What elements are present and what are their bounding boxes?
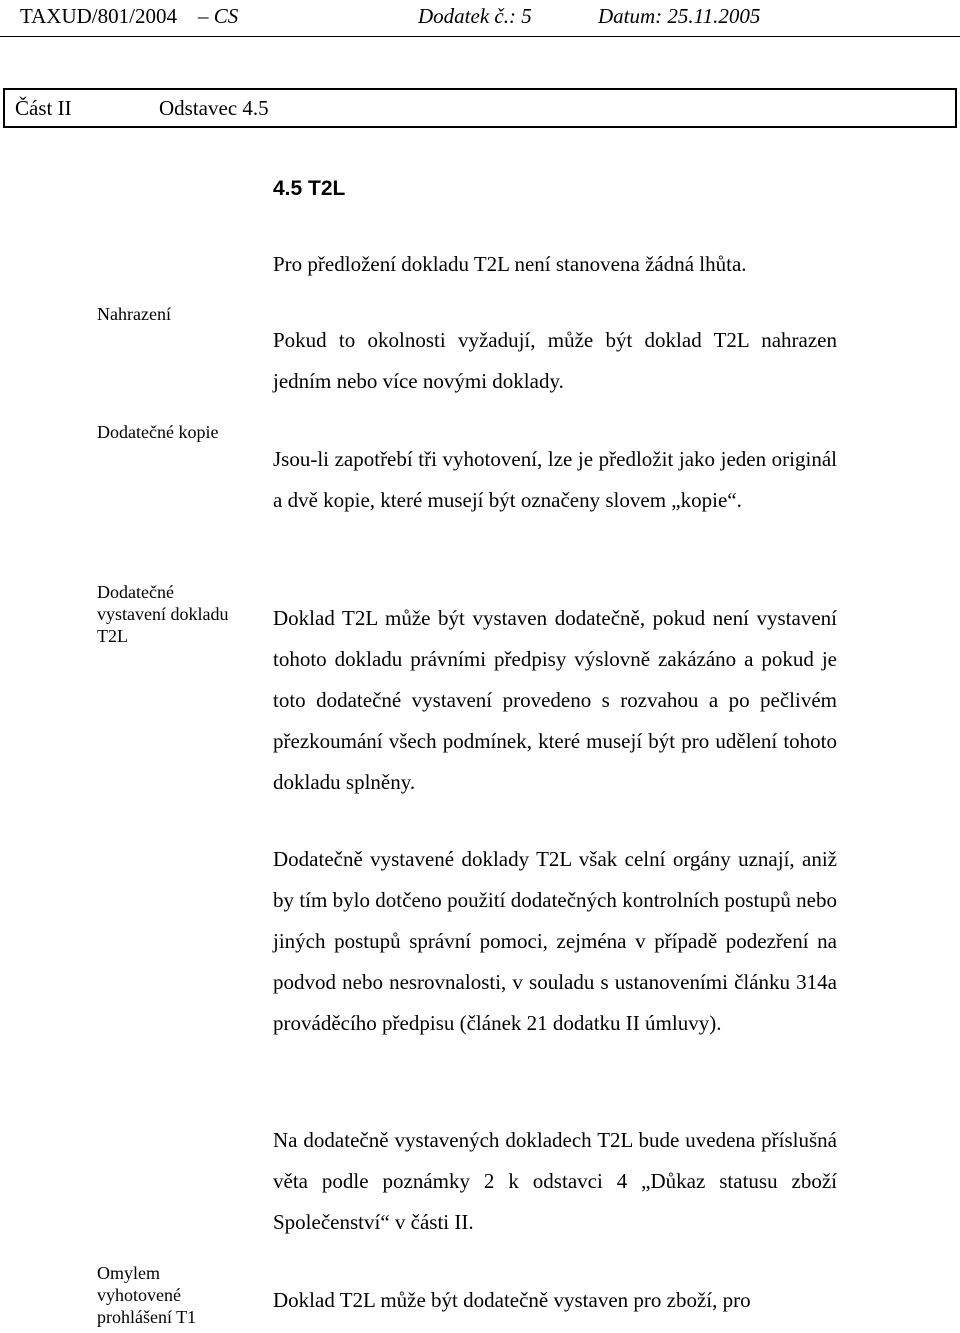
supplement-number: Dodatek č.: 5 (418, 4, 532, 28)
margin-note-additional-copies: Dodatečné kopie (97, 422, 219, 442)
header-divider (0, 36, 960, 37)
section-heading: 4.5 T2L (273, 177, 346, 200)
margin-note-retrospective-issue: Dodatečné vystavení dokladu T2L (97, 582, 229, 646)
paragraph-time-limit: Pro předložení dokladu T2L není stanovena žádná lhůta. (273, 252, 747, 276)
document-id: TAXUD/801/2004 (20, 4, 177, 28)
document-date: Datum: 25.11.2005 (598, 4, 761, 28)
margin-note-replacement: Nahrazení (97, 304, 171, 324)
section-reference-box (3, 88, 957, 128)
paragraph-label: Odstavec 4.5 (159, 96, 269, 120)
paragraph-t1-declaration: Doklad T2L může být dodatečně vystaven pro zboží, pro (273, 1288, 751, 1312)
language-code: – CS (198, 4, 239, 28)
page-header (20, 2, 940, 34)
part-label: Část II (15, 96, 72, 120)
paragraph-replacement: Pokud to okolnosti vyžadují, může být doklad T2L nahrazen jedním nebo více novými doklady. (273, 328, 837, 393)
paragraph-retrospective-issue: Doklad T2L může být vystaven dodatečně, pokud není vystavení tohoto dokladu právními předpisy výslovně zakázáno a pokud je toto dodatečné vystavení provedeno s rozvahou a po pečlivém přezkoumání všech podmínek, které musejí být pro udělení tohoto dokladu splněny. (273, 606, 837, 794)
margin-note-t1-declaration: Omylem vyhotovené prohlášení T1 (97, 1263, 197, 1327)
paragraph-copies: Jsou-li zapotřebí tři vyhotovení, lze je předložit jako jeden originál a dvě kopie, které musejí být označeny slovem „kopie“. (273, 447, 837, 512)
paragraph-endorsement: Na dodatečně vystavených dokladech T2L bude uvedena příslušná věta podle poznámky 2 k odstavci 4 „Důkaz statusu zboží Společenství“ v části II. (273, 1128, 837, 1234)
paragraph-recognition: Dodatečně vystavené doklady T2L však celní orgány uznají, aniž by tím bylo dotčeno použití dodatečných kontrolních postupů nebo jiných postupů správní pomoci, zejména v případě podezření na podvod nebo nesrovnalosti, v souladu s ustanoveními článku 314a prováděcího předpisu (článek 21 dodatku II úmluvy). (273, 847, 837, 1035)
